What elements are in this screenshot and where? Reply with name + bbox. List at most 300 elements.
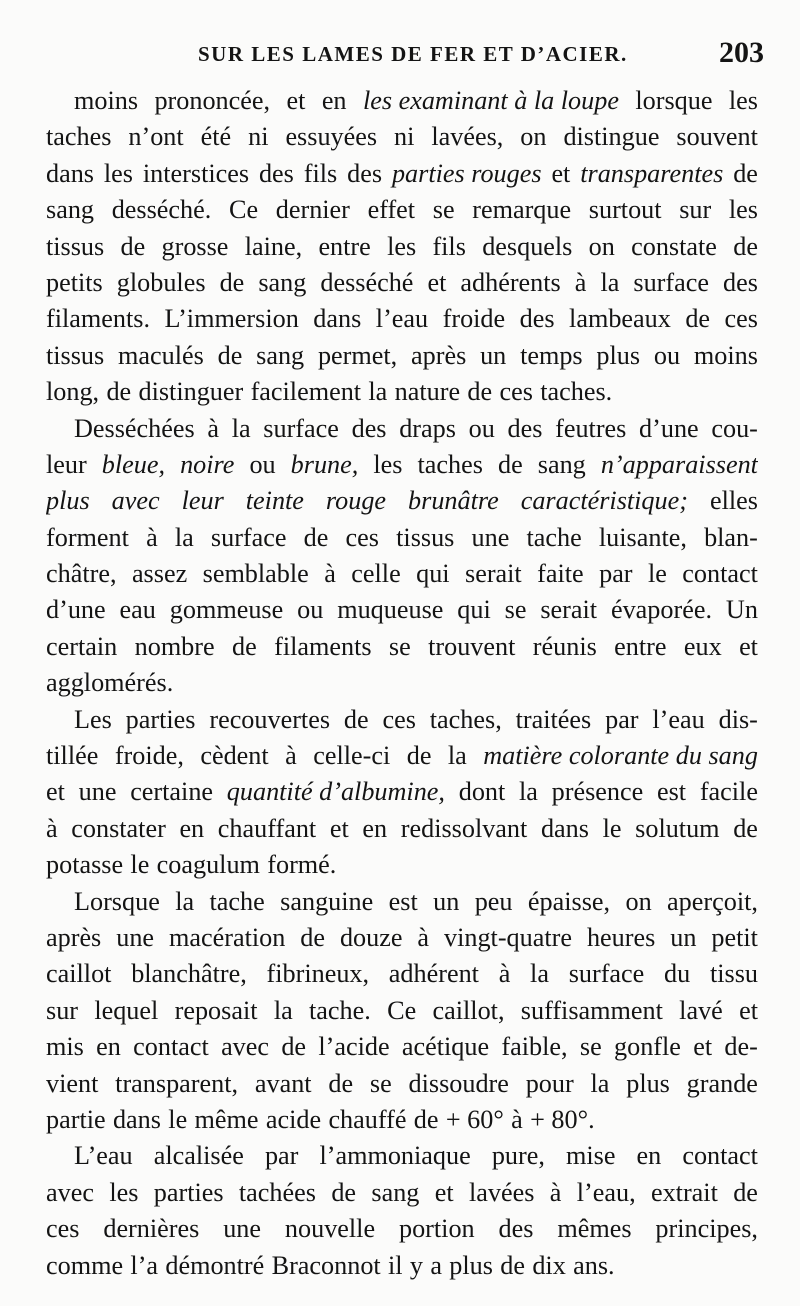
text-segment: filaments. <box>46 304 150 334</box>
text-segment: Les <box>74 704 112 734</box>
text-segment: de <box>120 231 146 261</box>
text-segment: heures <box>586 922 656 952</box>
text-segment: se <box>504 595 527 625</box>
italic-text: noire <box>180 449 235 479</box>
text-segment: ou <box>249 449 276 479</box>
text-segment: même <box>194 1104 259 1134</box>
text-segment: se <box>579 1032 602 1062</box>
text-segment: surface <box>263 413 339 443</box>
text-segment: dont <box>458 777 506 807</box>
text-segment: des <box>507 413 543 443</box>
text-segment: distinguer <box>138 377 244 407</box>
text-segment: la <box>519 777 538 807</box>
text-segment: constate <box>631 231 717 261</box>
text-segment: les <box>728 195 758 225</box>
text-segment: aperçoit, <box>667 886 758 916</box>
text-segment: tissus <box>46 340 105 370</box>
italic-text: leur <box>181 486 224 516</box>
text-segment: celle <box>351 559 401 589</box>
text-segment: la <box>175 886 195 916</box>
text-segment: fibrineux, <box>266 959 370 989</box>
text-segment: Lorsque <box>74 886 160 916</box>
text-segment: la <box>447 741 467 771</box>
text-line <box>46 192 758 228</box>
text-segment: froide <box>442 304 506 334</box>
text-segment: y <box>409 1250 424 1280</box>
text-segment: tissu <box>709 959 758 989</box>
text-segment: taches <box>417 449 483 479</box>
text-segment: certaine <box>130 777 214 807</box>
text-segment: constater <box>71 813 166 843</box>
text-segment: sang <box>537 449 586 479</box>
text-line <box>46 702 758 738</box>
text-segment: à <box>146 522 158 552</box>
text-segment: prononcée, <box>154 86 271 115</box>
text-segment: de <box>406 741 432 771</box>
text-segment: dernières <box>103 1214 200 1244</box>
text-segment: en <box>362 813 388 843</box>
italic-text: plus <box>46 486 90 516</box>
text-segment: Ce <box>228 195 259 225</box>
text-segment: présence <box>551 777 644 807</box>
text-segment: principes, <box>655 1214 758 1244</box>
text-line <box>46 447 758 483</box>
italic-text: n’apparaissent <box>600 449 758 479</box>
text-segment: nature <box>394 377 461 407</box>
text-segment: l’eau <box>375 304 429 334</box>
text-segment: est <box>388 886 418 916</box>
text-segment: eux <box>683 631 722 661</box>
text-segment: redissolvant <box>400 813 528 843</box>
text-segment: de <box>328 1068 354 1098</box>
text-segment: sur <box>46 995 79 1025</box>
text-segment: et <box>286 86 306 115</box>
text-line <box>46 338 758 374</box>
text-segment: mêmes <box>557 1214 632 1244</box>
text-segment: se <box>432 195 455 225</box>
text-segment: muqueuse <box>337 595 444 625</box>
text-segment: froide, <box>114 741 184 771</box>
text-segment: blanchâtre, <box>131 959 247 989</box>
text-segment: surface <box>210 522 287 552</box>
text-segment: lambeaux <box>569 304 671 334</box>
text-segment: dis- <box>718 704 758 734</box>
text-segment: agglomérés. <box>46 668 174 698</box>
italic-text: transparentes <box>580 158 724 188</box>
text-segment: il <box>388 1250 403 1280</box>
text-segment: un <box>433 886 460 916</box>
text-segment: ni <box>394 122 415 152</box>
text-segment: caillot <box>46 959 112 989</box>
text-segment: qui <box>457 595 491 625</box>
text-segment: en <box>636 1141 662 1171</box>
text-segment: dans <box>313 304 362 334</box>
text-segment: reposait <box>174 995 258 1025</box>
italic-text: les examinant à la loupe <box>362 86 619 115</box>
text-line <box>46 1248 758 1284</box>
text-segment: fils <box>303 158 338 188</box>
text-segment: extrait <box>650 1177 718 1207</box>
text-segment: à <box>417 922 430 952</box>
text-segment: d’une <box>639 413 699 443</box>
text-segment: un <box>670 922 697 952</box>
text-segment: ou <box>653 340 681 370</box>
text-segment: surtout <box>588 195 662 225</box>
text-segment: de <box>303 522 329 552</box>
text-segment: Braconnot <box>271 1250 381 1280</box>
italic-text: avec <box>111 486 160 516</box>
text-line <box>46 119 758 155</box>
text-segment: elles <box>709 486 758 516</box>
text-segment: le <box>130 850 150 880</box>
text-segment: plus <box>449 1250 493 1280</box>
text-segment: parties <box>153 1177 224 1207</box>
text-segment: de <box>219 267 245 297</box>
text-segment: contact <box>133 1032 209 1062</box>
text-segment: moins <box>693 340 758 370</box>
text-line <box>46 83 758 119</box>
text-segment: surface <box>568 959 645 989</box>
text-segment: filaments <box>274 631 372 661</box>
text-line <box>46 1211 758 1247</box>
text-segment: gonfle <box>614 1032 681 1062</box>
text-segment: ces <box>382 704 416 734</box>
page-number: 203 <box>719 36 764 69</box>
text-segment: ni <box>248 122 269 152</box>
text-segment: en <box>179 813 205 843</box>
text-segment: petits <box>46 267 103 297</box>
text-segment: de <box>232 631 257 661</box>
text-segment: après <box>411 340 467 370</box>
text-segment: les <box>109 1177 139 1207</box>
text-segment: Un <box>725 595 758 625</box>
text-segment: vingt-quatre <box>444 922 572 952</box>
text-segment: permet, <box>317 340 398 370</box>
text-segment: lavé <box>679 995 723 1025</box>
text-segment: à <box>574 267 587 297</box>
text-segment: l’eau <box>652 704 705 734</box>
text-segment: tissus <box>46 231 105 261</box>
text-segment: coagulum <box>156 850 260 880</box>
text-segment: lavées <box>468 1177 535 1207</box>
text-segment: semblable <box>202 559 309 589</box>
text-segment: de <box>498 449 523 479</box>
text-segment: souvent <box>676 122 758 152</box>
text-segment: serait <box>540 595 598 625</box>
text-segment: se <box>388 631 411 661</box>
text-line <box>46 1175 758 1211</box>
text-segment: ans. <box>573 1250 615 1280</box>
italic-text: brunâtre <box>408 486 499 516</box>
text-segment: adhérents <box>460 267 561 297</box>
text-segment: tissus <box>396 522 455 552</box>
text-segment: de <box>217 340 243 370</box>
text-line <box>46 811 758 847</box>
text-segment: pure, <box>491 1141 545 1171</box>
text-segment: de <box>413 1104 439 1134</box>
text-segment: acide <box>265 1104 322 1134</box>
paragraph <box>46 1138 758 1284</box>
text-segment: taches. <box>540 377 613 407</box>
text-segment: traitées <box>515 704 592 734</box>
text-segment: n’ont <box>128 122 184 152</box>
text-segment: le <box>647 559 667 589</box>
text-segment: entre <box>318 231 371 261</box>
text-segment: sang <box>256 340 305 370</box>
text-segment: une <box>78 777 117 807</box>
text-segment: certain <box>46 631 118 661</box>
text-segment: potasse <box>46 850 124 880</box>
text-segment: l’acide <box>318 1032 390 1062</box>
text-segment: de <box>281 1032 307 1062</box>
text-segment: grosse <box>161 231 229 261</box>
text-line <box>46 156 758 192</box>
text-segment: de <box>685 304 711 334</box>
text-segment: fils <box>432 231 466 261</box>
text-segment: le <box>168 1104 188 1134</box>
text-segment: dans <box>540 813 589 843</box>
text-segment: les <box>103 158 133 188</box>
paragraph <box>46 411 758 702</box>
text-segment: à <box>511 1104 523 1134</box>
text-segment: lequel <box>94 995 159 1025</box>
text-segment: faible, <box>501 1032 568 1062</box>
text-segment: entre <box>614 631 667 661</box>
text-segment: L’immersion <box>164 304 299 334</box>
text-segment: desséché <box>320 267 414 297</box>
text-segment: feutres <box>555 413 627 443</box>
text-segment: Desséchées <box>74 413 195 443</box>
text-segment: + 80°. <box>530 1104 595 1134</box>
text-line <box>46 884 758 920</box>
text-segment: a <box>430 1250 442 1280</box>
text-segment: l’eau, <box>576 1177 636 1207</box>
text-line <box>46 738 758 774</box>
text-segment: pour <box>525 1068 574 1098</box>
text-segment: la <box>600 267 620 297</box>
text-segment: se <box>369 1068 392 1098</box>
text-segment: et <box>739 631 758 661</box>
text-segment: maculés <box>118 340 204 370</box>
text-segment: desquels <box>482 231 573 261</box>
text-line <box>46 665 758 701</box>
text-segment: la <box>590 1068 610 1098</box>
text-segment: plus <box>596 340 641 370</box>
text-segment: en <box>321 86 347 115</box>
italic-text: bleue, <box>101 449 166 479</box>
text-segment: ces <box>499 377 533 407</box>
text-segment: temps <box>520 340 583 370</box>
text-segment: de <box>733 231 758 261</box>
text-segment: laine, <box>244 231 303 261</box>
text-segment: la <box>174 522 194 552</box>
text-segment: mise <box>566 1141 616 1171</box>
text-segment: été <box>200 122 232 152</box>
text-segment: adhérent <box>388 959 479 989</box>
text-segment: des <box>351 413 387 443</box>
text-segment: distingue <box>563 122 660 152</box>
text-line <box>46 1102 758 1138</box>
text-line <box>46 847 758 883</box>
text-segment: dans <box>112 1104 161 1134</box>
text-segment: sanguine <box>280 886 374 916</box>
text-segment: la <box>530 959 549 989</box>
text-segment: lorsque <box>635 86 713 115</box>
text-segment: comme <box>46 1250 124 1280</box>
text-segment: portion <box>398 1214 475 1244</box>
text-segment: à <box>498 959 511 989</box>
text-segment: cèdent <box>200 741 269 771</box>
text-segment: et <box>427 267 447 297</box>
text-segment: assez <box>131 559 188 589</box>
text-segment: démontré <box>165 1250 265 1280</box>
text-segment: remarque <box>472 195 572 225</box>
text-segment: de <box>467 377 493 407</box>
text-segment: et <box>693 1032 713 1062</box>
text-segment: vient <box>46 1068 99 1098</box>
text-line <box>46 920 758 956</box>
text-segment: d’une <box>46 595 106 625</box>
text-segment: tache <box>526 522 582 552</box>
text-line <box>46 1066 758 1102</box>
text-segment: moins <box>74 86 139 115</box>
text-segment: après <box>46 922 102 952</box>
text-line <box>46 1029 758 1065</box>
running-head: SUR LES LAMES DE FER ET D’ACIER. <box>198 42 628 66</box>
text-segment: qui <box>416 559 450 589</box>
text-segment: en <box>96 1032 121 1062</box>
text-line <box>46 520 758 556</box>
text-segment: à <box>46 813 58 843</box>
text-segment: draps <box>399 413 456 443</box>
text-segment: sang <box>258 267 307 297</box>
text-segment: la <box>368 377 388 407</box>
paragraph <box>46 884 758 1139</box>
text-segment: par <box>599 559 633 589</box>
text-line <box>46 265 758 301</box>
text-segment: lavées, <box>431 122 504 152</box>
text-segment: serait <box>465 559 522 589</box>
text-segment: macération <box>168 922 286 952</box>
text-segment: tache <box>209 886 265 916</box>
text-segment: petit <box>711 922 758 952</box>
text-segment: gommeuse <box>169 595 284 625</box>
text-segment: avant <box>254 1068 312 1098</box>
text-segment: et <box>739 995 758 1025</box>
text-segment: surface <box>633 267 709 297</box>
text-segment: de <box>733 813 758 843</box>
text-segment: partie <box>46 1104 106 1134</box>
text-segment: chauffant <box>217 813 317 843</box>
text-segment: effet <box>367 195 416 225</box>
text-segment: taches <box>46 122 112 152</box>
text-line <box>46 229 758 265</box>
text-segment: facile <box>699 777 758 807</box>
text-segment: chauffé <box>328 1104 407 1134</box>
text-segment: une <box>471 522 510 552</box>
text-segment: taches, <box>429 704 502 734</box>
text-segment: alcalisée <box>153 1141 244 1171</box>
text-segment: des <box>347 158 383 188</box>
body-text <box>46 83 758 1284</box>
text-line <box>46 629 758 665</box>
text-segment: de <box>733 158 758 188</box>
text-segment: sang <box>371 1177 420 1207</box>
text-segment: long, <box>46 377 100 407</box>
text-segment: nombre <box>134 631 215 661</box>
text-segment: les <box>373 449 403 479</box>
text-segment: tachées <box>238 1177 316 1207</box>
italic-text: brune, <box>290 449 359 479</box>
text-segment: à <box>207 413 220 443</box>
text-segment: on <box>588 231 615 261</box>
text-segment: acétique <box>401 1032 490 1062</box>
text-segment: douze <box>339 922 403 952</box>
text-line <box>46 1138 758 1174</box>
text-segment: caillot, <box>432 995 505 1025</box>
text-line <box>46 556 758 592</box>
text-segment: tillée <box>46 741 99 771</box>
text-segment: avec <box>221 1032 270 1062</box>
text-segment: dans <box>46 158 95 188</box>
text-segment: facilement <box>250 377 362 407</box>
text-line <box>46 993 758 1029</box>
text-segment: + 60° <box>445 1104 504 1134</box>
text-segment: interstices <box>142 158 250 188</box>
text-segment: solutum <box>635 813 720 843</box>
text-segment: de <box>300 922 325 952</box>
text-segment: à <box>324 559 336 589</box>
text-segment: une <box>223 1214 262 1244</box>
text-segment: de- <box>724 1032 758 1062</box>
text-line <box>46 483 758 519</box>
text-segment: transparent, <box>115 1068 239 1098</box>
text-segment: des <box>723 267 758 297</box>
text-line <box>46 374 758 410</box>
text-segment: de <box>733 1177 758 1207</box>
text-segment: de <box>343 704 369 734</box>
italic-text: parties rouges <box>391 158 542 188</box>
text-segment: dissoudre <box>408 1068 509 1098</box>
text-segment: forment <box>46 522 129 552</box>
italic-text: matière colorante du sang <box>483 741 758 771</box>
text-segment: ou <box>297 595 324 625</box>
text-segment: l’ammoniaque <box>319 1141 471 1171</box>
text-segment: sur <box>679 195 712 225</box>
text-line <box>46 956 758 992</box>
text-segment: des <box>258 158 294 188</box>
text-line <box>46 774 758 810</box>
text-segment: parties <box>125 704 196 734</box>
italic-text: teinte <box>245 486 304 516</box>
text-segment: plus <box>626 1068 670 1098</box>
paragraph <box>46 83 758 411</box>
italic-text: caractéristique; <box>520 486 688 516</box>
text-segment: le <box>602 813 622 843</box>
text-segment: la <box>231 413 251 443</box>
text-segment: sang <box>46 195 95 225</box>
text-segment: desséché. <box>111 195 212 225</box>
text-segment: on <box>520 122 547 152</box>
text-segment: par <box>264 1141 299 1171</box>
text-segment: celle-ci <box>313 741 391 771</box>
text-segment: la <box>273 995 293 1025</box>
text-segment: peu <box>474 886 513 916</box>
text-segment: les <box>728 86 758 115</box>
text-segment: grande <box>686 1068 758 1098</box>
text-segment: ces <box>46 1214 80 1244</box>
text-segment: une <box>116 922 155 952</box>
